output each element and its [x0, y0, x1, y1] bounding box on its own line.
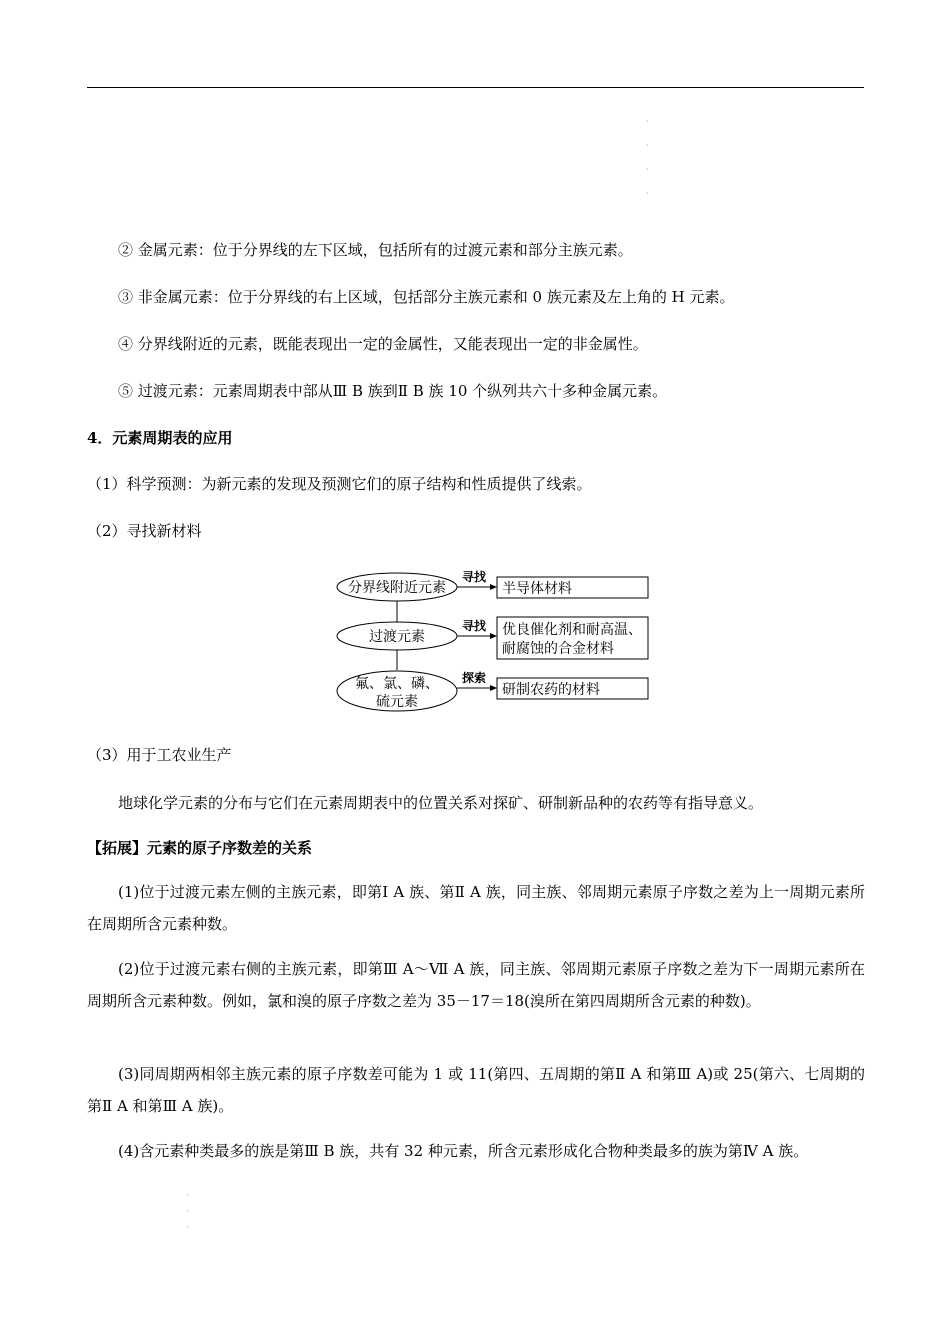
application-3-body: 地球化学元素的分布与它们在元素周期表中的位置关系对探矿、研制新品种的农药等有指导意义。 [118, 794, 764, 812]
arrow-explore: 探索 [461, 671, 487, 685]
node-boundary-label: 分界线附近元素 [348, 580, 446, 596]
box-semiconductor-label: 半导体材料 [502, 581, 572, 597]
extension-2: (2)位于过渡元素右侧的主族元素，即第Ⅲ A～Ⅶ A 族，同主族、邻周期元素原子序数之差为下一周期元素所在周期所含元素种数。例如，氯和溴的原子序数之差为 35－17＝18(溴所在第四周期所含元素的种数)。 [87, 960, 865, 1010]
box-pesticide-label: 研制农药的材料 [502, 682, 600, 698]
item-transition: ⑤ 过渡元素：元素周期表中部从Ⅲ B 族到Ⅱ B 族 10 个纵列共六十多种金属元素。 [118, 382, 668, 400]
extension-1: (1)位于过渡元素左侧的主族元素，即第Ⅰ A 族、第Ⅱ A 族，同主族、邻周期元素原子序数之差为上一周期元素所在周期所含元素种数。 [87, 883, 865, 933]
arrow-find-1: 寻找 [461, 570, 487, 584]
item-metal: ② 金属元素：位于分界线的左下区域，包括所有的过渡元素和部分主族元素。 [118, 241, 633, 259]
box-catalyst-label-1: 优良催化剂和耐高温、 [502, 622, 642, 638]
node-fcps-label-1: 氟、氯、磷、 [355, 676, 439, 692]
item-nonmetal: ③ 非金属元素：位于分界线的右上区域，包括部分主族元素和 0 族元素及左上角的 H 元素。 [118, 288, 735, 306]
item-boundary: ④ 分界线附近的元素，既能表现出一定的金属性，又能表现出一定的非金属性。 [118, 335, 648, 353]
header-rule [87, 87, 864, 88]
application-1: （1）科学预测：为新元素的发现及预测它们的原子结构和性质提供了线索。 [87, 475, 592, 493]
node-fcps-label-2: 硫元素 [376, 694, 418, 710]
node-transition-label: 过渡元素 [369, 629, 425, 645]
margin-dots-bottom: · · · [186, 1191, 189, 1232]
extension-heading: 【拓展】元素的原子序数差的关系 [87, 839, 313, 857]
arrow-find-2: 寻找 [461, 619, 487, 633]
section-heading: 4．元素周期表的应用 [87, 429, 233, 447]
application-3: （3）用于工农业生产 [87, 746, 232, 764]
extension-4: (4)含元素种类最多的族是第Ⅲ B 族，共有 32 种元素，所含元素形成化合物种类最多的族为第Ⅳ A 族。 [118, 1142, 809, 1160]
materials-diagram [330, 566, 660, 716]
application-2: （2）寻找新材料 [87, 522, 202, 540]
extension-3: (3)同周期两相邻主族元素的原子序数差可能为 1 或 11(第四、五周期的第Ⅱ A 和第Ⅲ A)或 25(第六、七周期的第Ⅱ A 和第Ⅲ A 族)。 [87, 1065, 865, 1115]
box-catalyst-label-2: 耐腐蚀的合金材料 [502, 641, 614, 657]
margin-dots-top: · · · · [646, 117, 649, 198]
